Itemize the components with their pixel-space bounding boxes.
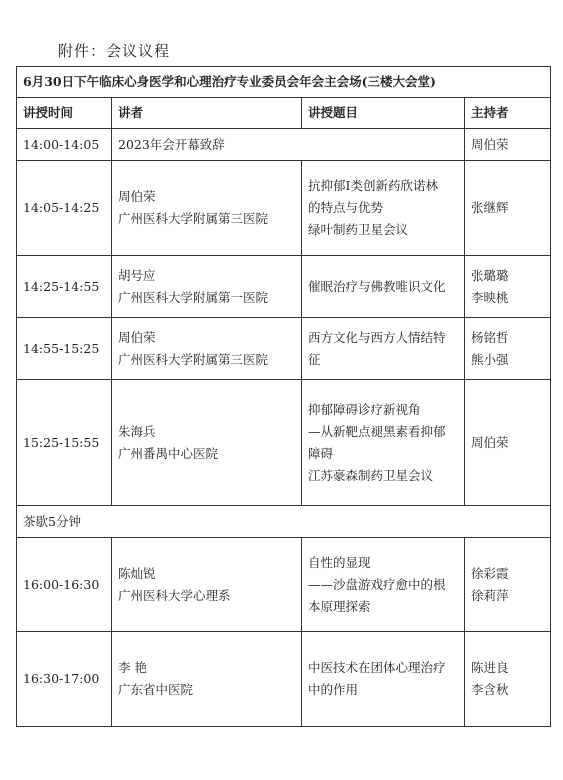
row-host: [465, 129, 551, 161]
row-speaker: [112, 380, 302, 506]
row-time: 15:25-15:55: [17, 380, 112, 506]
row-host: [465, 256, 551, 318]
row-speaker: [112, 632, 302, 727]
row-speaker: [112, 256, 302, 318]
speaker-name: 陈灿锐: [118, 565, 156, 581]
table-title: 6月30日下午临床心身医学和心理治疗专业委员会年会主会场(三楼大会堂): [17, 67, 551, 98]
speaker-name: 李 艳: [118, 660, 147, 675]
speaker-name: 周伯荣: [118, 189, 156, 204]
speaker-name: 胡号应: [118, 267, 156, 283]
break-row: [17, 506, 551, 538]
header-host: 主持者: [465, 98, 551, 129]
row-time: 16:00-16:30: [17, 538, 112, 632]
table-row: [17, 161, 551, 256]
header-row: [17, 98, 551, 129]
topic-line: 障碍: [308, 445, 334, 461]
topic-line: 自性的显现: [308, 554, 371, 570]
row-speaker: [112, 161, 302, 256]
host-name: 张继辉: [471, 200, 509, 215]
topic-line: 西方文化与西方人情结特: [308, 329, 446, 345]
row-time: 16:30-17:00: [17, 632, 112, 727]
topic-line: 抑郁障碍诊疗新视角: [308, 401, 421, 417]
row-topic: [302, 380, 465, 506]
topic-line: 中的作用: [308, 682, 359, 697]
topic-line: 的特点与优势: [308, 200, 384, 215]
row-topic: [302, 318, 465, 380]
speaker-org: 广州医科大学附属第一医院: [118, 289, 269, 305]
row-host: [465, 161, 551, 256]
row-time: 14:00-14:05: [17, 129, 112, 161]
table-row: [17, 129, 551, 161]
topic-line: 本原理探索: [308, 598, 371, 614]
header-topic: 讲授题目: [302, 98, 465, 129]
header-speaker: 讲者: [112, 98, 302, 129]
host-name: 李含秋: [471, 682, 509, 697]
host-name: 李映桃: [471, 289, 509, 305]
host-name: 杨铭哲: [471, 329, 509, 345]
row-time: 14:05-14:25: [17, 161, 112, 256]
topic-line: 江苏豪森制药卫星会议: [308, 467, 434, 483]
row-topic: [302, 256, 465, 318]
host-name: 徐莉萍: [471, 587, 509, 603]
host-name: 熊小强: [471, 351, 509, 367]
topic-line: —从新靶点褪黑素看抑郁: [308, 423, 446, 439]
speaker-org: 广州医科大学附属第三医院: [118, 351, 269, 367]
table-row: [17, 380, 551, 506]
row-speaker: [112, 318, 302, 380]
topic-line: 中医技术在团体心理治疗: [308, 660, 446, 675]
row-host: [465, 632, 551, 727]
speaker-org: 广州医科大学心理系: [118, 587, 231, 603]
row-topic: [302, 538, 465, 632]
row-host: [465, 318, 551, 380]
break-label: 茶歇5分钟: [17, 506, 551, 538]
speaker-org: 广州番禺中心医院: [118, 445, 219, 461]
topic-line: 绿叶制药卫星会议: [308, 222, 409, 237]
row-content: 2023年会开幕致辞: [112, 129, 465, 161]
row-host: [465, 380, 551, 506]
speaker-org: 广东省中医院: [118, 682, 194, 697]
speaker-name: 朱海兵: [118, 423, 156, 439]
row-time: 14:55-15:25: [17, 318, 112, 380]
speaker-name: 周伯荣: [118, 329, 156, 345]
row-host: [465, 538, 551, 632]
header-time: 讲授时间: [17, 98, 112, 129]
row-speaker: [112, 538, 302, 632]
speaker-org: 广州医科大学附属第三医院: [118, 211, 269, 226]
topic-line: 征: [308, 351, 321, 367]
table-row: [17, 538, 551, 632]
topic-line: ——沙盘游戏疗愈中的根: [308, 576, 446, 592]
row-topic: [302, 161, 465, 256]
host-name: 陈进良: [471, 660, 509, 675]
attachment-label: 附件：会议议程: [58, 42, 171, 60]
topic-line: 催眠治疗与佛教唯识文化: [308, 278, 446, 294]
row-time: 14:25-14:55: [17, 256, 112, 318]
host-name: 周伯荣: [471, 434, 509, 450]
host-name: 张璐璐: [471, 267, 509, 283]
table-title-row: [17, 67, 551, 98]
table-row: [17, 632, 551, 727]
host-name: 周伯荣: [471, 136, 509, 152]
table-row: [17, 318, 551, 380]
table-row: [17, 256, 551, 318]
agenda-table: [16, 66, 551, 727]
topic-line: 抗抑郁I类创新药欣诺林: [308, 178, 438, 193]
row-topic: [302, 632, 465, 727]
host-name: 徐彩霞: [471, 565, 509, 581]
